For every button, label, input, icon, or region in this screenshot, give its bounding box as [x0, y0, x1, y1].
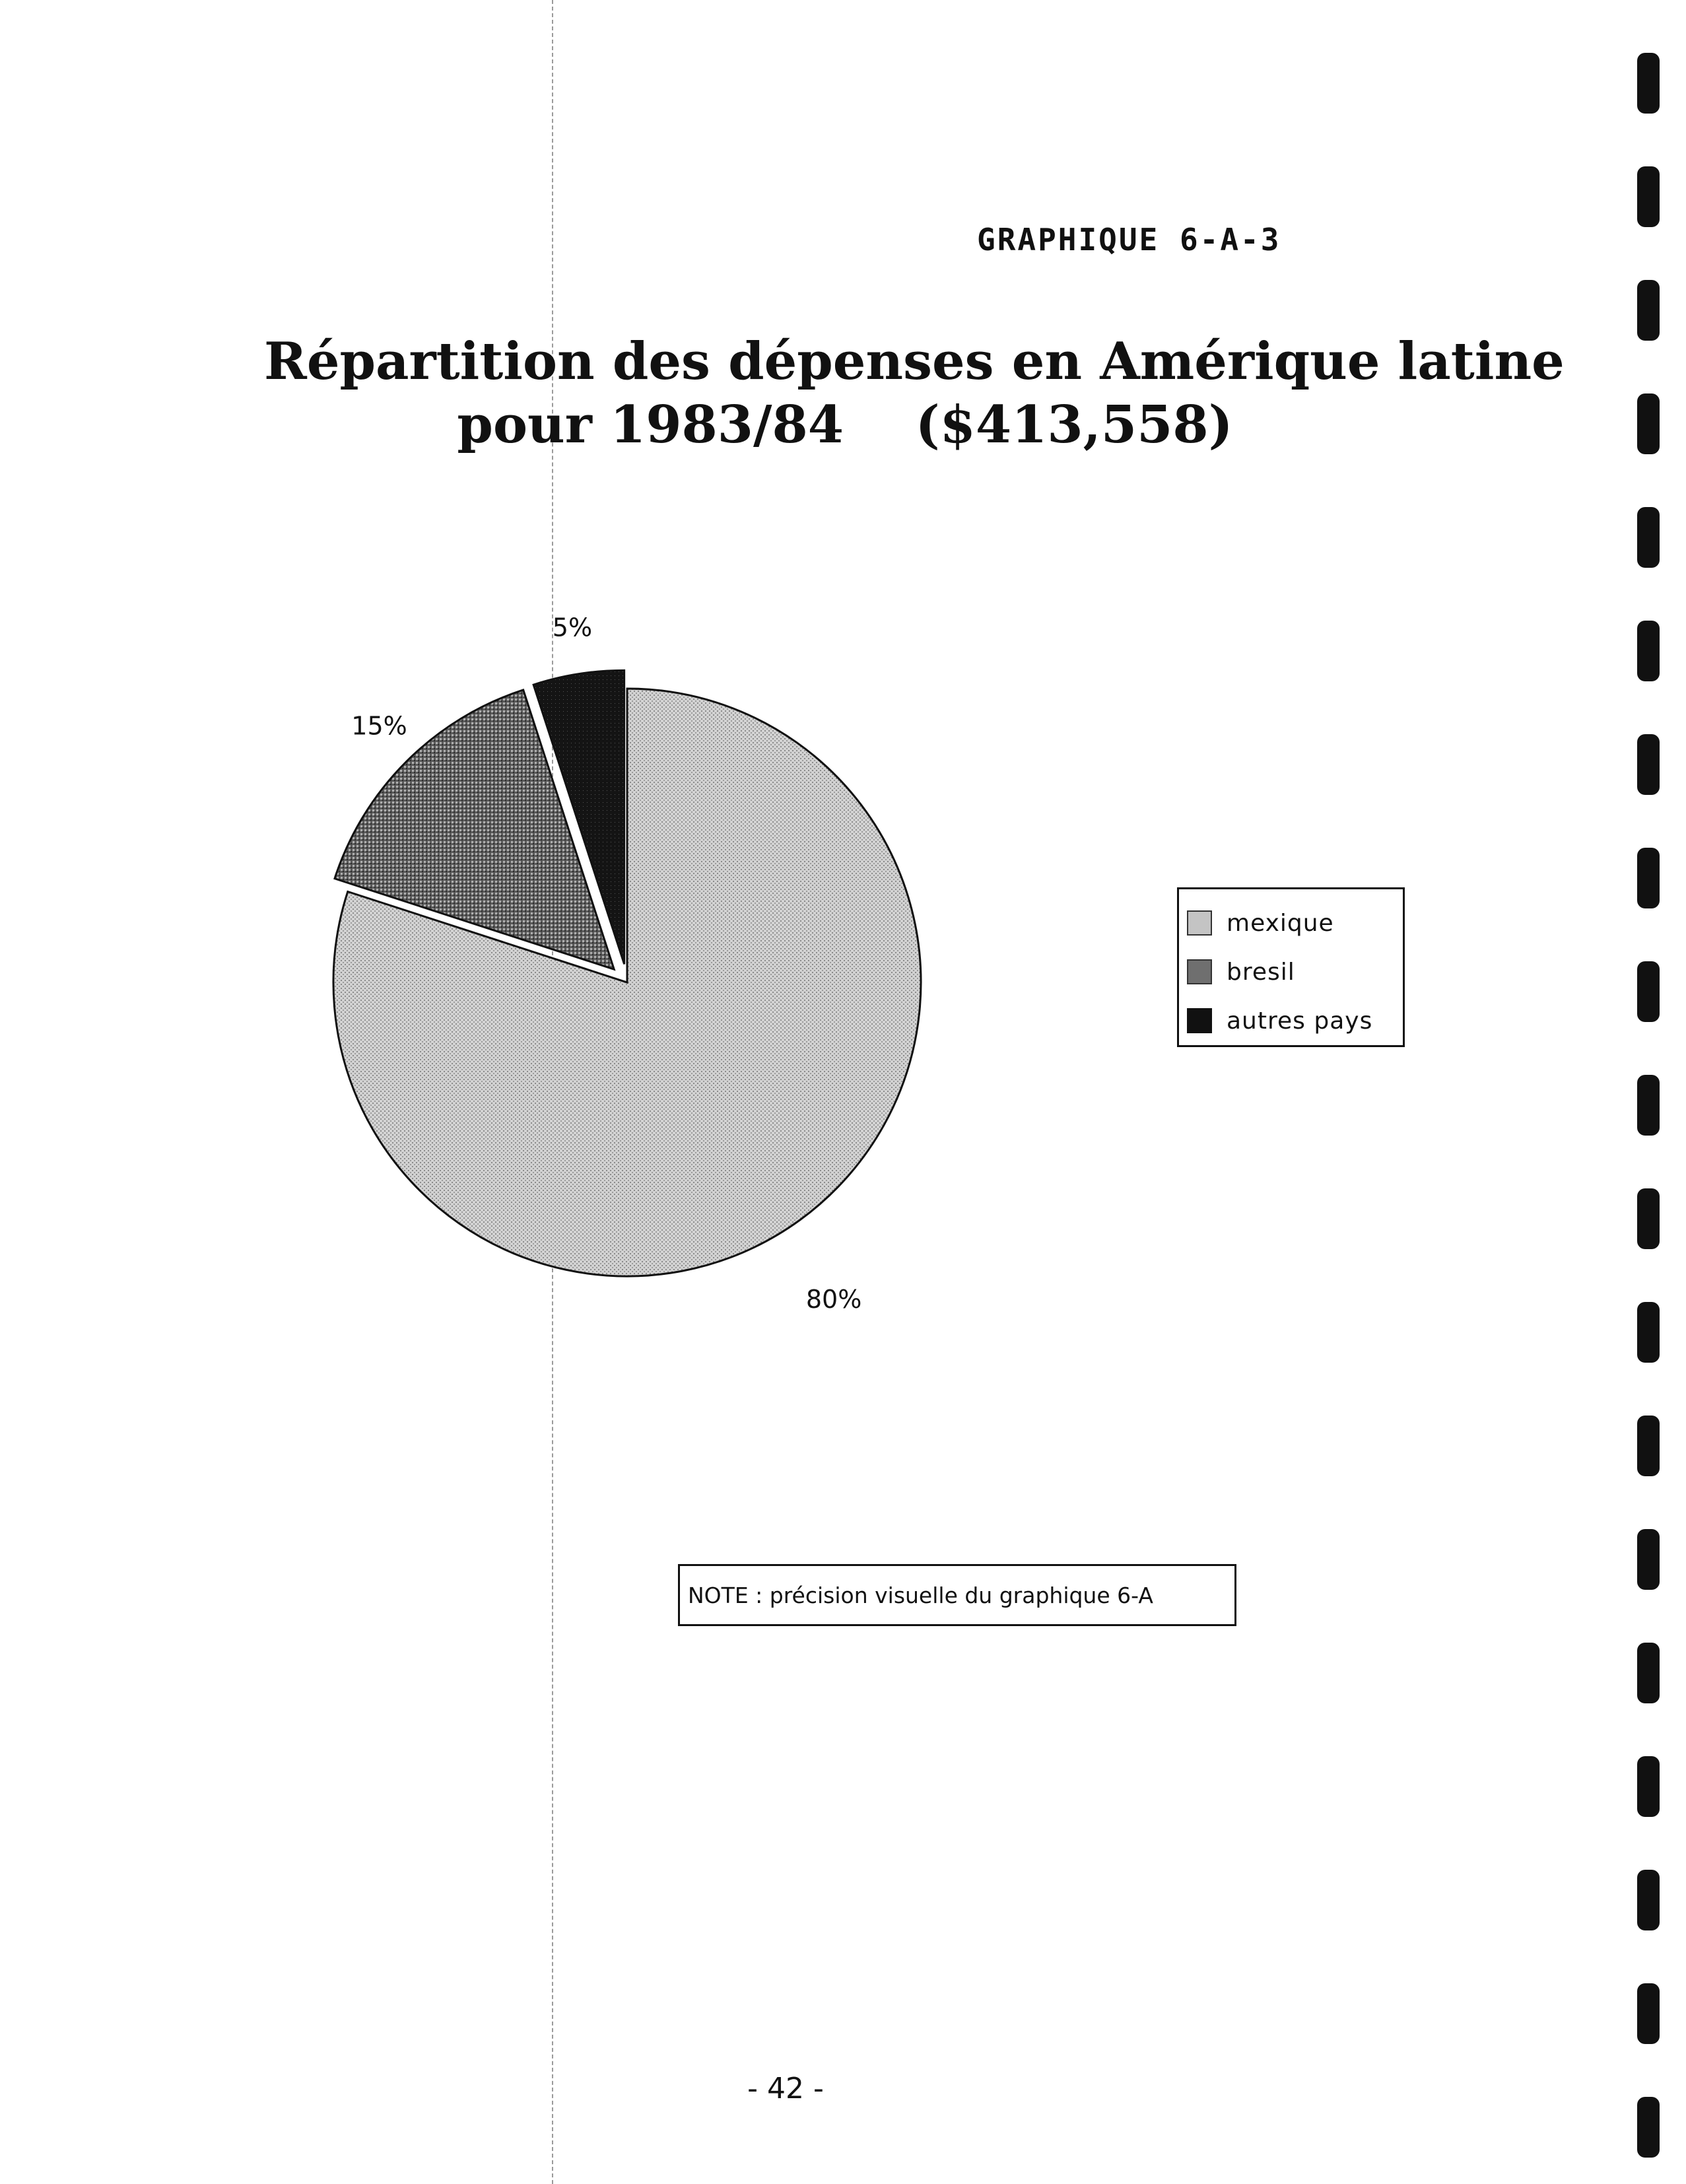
binding-hole [1637, 1075, 1660, 1136]
page-number: - 42 - [747, 2072, 824, 2105]
binding-hole [1637, 1302, 1660, 1363]
legend-swatch-mexique [1187, 910, 1212, 936]
binding-hole [1637, 1529, 1660, 1590]
binding-hole [1637, 734, 1660, 795]
binding-hole [1637, 1983, 1660, 2044]
chart-legend [1177, 887, 1405, 1047]
binding-hole [1637, 2097, 1660, 2158]
binding-hole [1637, 393, 1660, 454]
binding-hole [1637, 848, 1660, 908]
pie-label-bresil: 15% [351, 711, 407, 741]
note-box: NOTE : précision visuelle du graphique 6-A [678, 1564, 1236, 1626]
legend-item-mexique [1187, 899, 1395, 947]
legend-item-bresil [1187, 947, 1395, 996]
legend-label-bresil: bresil [1227, 958, 1295, 986]
binding-hole [1637, 1188, 1660, 1249]
chart-title [264, 330, 1565, 457]
legend-swatch-autres-pays [1187, 1008, 1212, 1033]
legend-label-mexique: mexique [1227, 909, 1334, 937]
binding-hole [1637, 961, 1660, 1022]
pie-label-autres-pays: 5% [552, 613, 593, 642]
chart-title-line-2: pour 1983/84 ($413,558) [457, 395, 1233, 455]
binding-hole [1637, 1870, 1660, 1930]
chart-title-line-1: Répartition des dépenses en Amérique latine [264, 331, 1565, 392]
binding-hole [1637, 1416, 1660, 1476]
binding-hole [1637, 507, 1660, 568]
legend-label-autres-pays: autres pays [1227, 1007, 1373, 1035]
binding-hole [1637, 1756, 1660, 1817]
legend-item-autres-pays [1187, 996, 1395, 1045]
binding-hole [1637, 621, 1660, 681]
binding-hole [1637, 1643, 1660, 1703]
pie-label-mexique: 80% [805, 1285, 862, 1314]
binding-hole [1637, 53, 1660, 114]
legend-swatch-bresil [1187, 959, 1212, 984]
pie-chart [277, 607, 937, 1314]
binding-hole [1637, 166, 1660, 227]
figure-number: GRAPHIQUE 6-A-3 [977, 222, 1281, 257]
binding-hole [1637, 280, 1660, 341]
